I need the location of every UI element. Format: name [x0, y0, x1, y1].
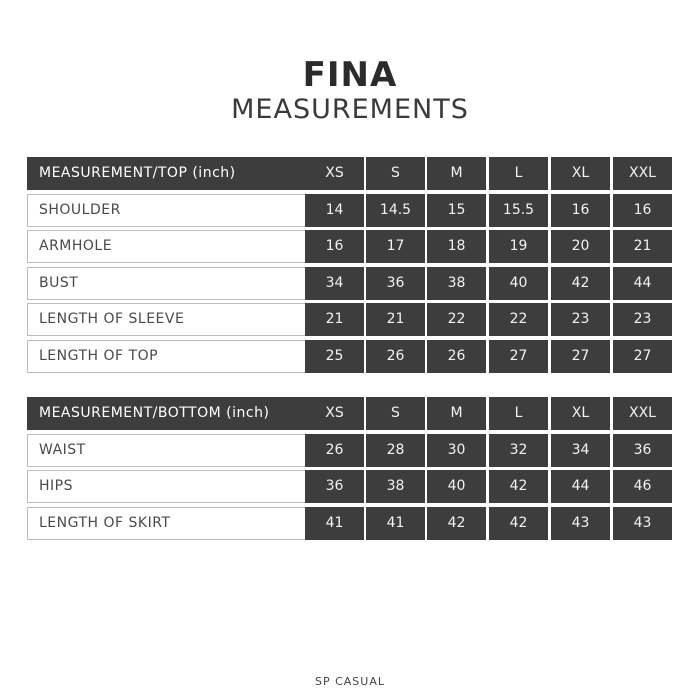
measurement-label: LENGTH OF TOP: [27, 340, 308, 373]
table-header-row: [27, 397, 675, 430]
measurement-value-cell: 43: [613, 507, 672, 540]
measurement-value-cell: 27: [551, 340, 610, 373]
brand-footer: SP CASUAL: [314, 675, 385, 688]
measurement-value-cell: 19: [489, 230, 548, 263]
size-header-cell: M: [427, 397, 486, 430]
table-row: [27, 194, 675, 227]
measurement-label: LENGTH OF SKIRT: [27, 507, 308, 540]
measurement-value-cell: 34: [305, 267, 364, 300]
measurement-value-cell: 15.5: [489, 194, 548, 227]
measurement-value-cell: 32: [489, 434, 548, 467]
measurement-value-cell: 25: [305, 340, 364, 373]
measurement-value-cell: 36: [305, 470, 364, 503]
measurement-value-cell: 27: [489, 340, 548, 373]
size-header-cell: XL: [551, 157, 610, 190]
measurement-value-cell: 16: [551, 194, 610, 227]
page-title: FINA: [302, 55, 398, 95]
measurement-value-cell: 42: [489, 507, 548, 540]
measurement-value-cell: 16: [613, 194, 672, 227]
measurement-value-cell: 21: [613, 230, 672, 263]
size-header-cell: L: [489, 397, 548, 430]
measurement-value-cell: 27: [613, 340, 672, 373]
measurement-label: HIPS: [27, 470, 308, 503]
measurement-value-cell: 22: [427, 303, 486, 336]
table-row: [27, 267, 675, 300]
measurement-value-cell: 34: [551, 434, 610, 467]
measurement-value-cell: 20: [551, 230, 610, 263]
measurement-label: SHOULDER: [27, 194, 308, 227]
table-row: [27, 230, 675, 263]
measurement-label: WAIST: [27, 434, 308, 467]
table-row: [27, 507, 675, 540]
measurement-value-cell: 22: [489, 303, 548, 336]
measurement-value-cell: 38: [366, 470, 425, 503]
measurement-value-cell: 26: [366, 340, 425, 373]
size-header-cell: XXL: [613, 157, 672, 190]
measurement-value-cell: 28: [366, 434, 425, 467]
table-header-label: MEASUREMENT/TOP (inch): [27, 157, 308, 190]
size-header-cell: L: [489, 157, 548, 190]
size-header-cell: S: [366, 157, 425, 190]
table-row: [27, 470, 675, 503]
measurement-value-cell: 14.5: [366, 194, 425, 227]
measurement-value-cell: 42: [551, 267, 610, 300]
measurement-value-cell: 14: [305, 194, 364, 227]
size-header-cell: M: [427, 157, 486, 190]
table-header-row: [27, 157, 675, 190]
measurement-value-cell: 17: [366, 230, 425, 263]
measurement-label: BUST: [27, 267, 308, 300]
measurement-value-cell: 41: [366, 507, 425, 540]
measurement-value-cell: 26: [427, 340, 486, 373]
measurement-value-cell: 41: [305, 507, 364, 540]
measurement-value-cell: 44: [613, 267, 672, 300]
measurement-value-cell: 36: [613, 434, 672, 467]
table-row: [27, 303, 675, 336]
measurement-value-cell: 36: [366, 267, 425, 300]
table-row: [27, 434, 675, 467]
measurement-value-cell: 23: [613, 303, 672, 336]
size-header-cell: XL: [551, 397, 610, 430]
size-header-cell: XS: [305, 157, 364, 190]
size-header-cell: XS: [305, 397, 364, 430]
measurement-value-cell: 23: [551, 303, 610, 336]
measurement-value-cell: 15: [427, 194, 486, 227]
measurement-value-cell: 21: [305, 303, 364, 336]
measurement-label: ARMHOLE: [27, 230, 308, 263]
measurement-value-cell: 43: [551, 507, 610, 540]
measurement-value-cell: 40: [427, 470, 486, 503]
measurement-value-cell: 16: [305, 230, 364, 263]
measurement-label: LENGTH OF SLEEVE: [27, 303, 308, 336]
table-row: [27, 340, 675, 373]
measurement-value-cell: 44: [551, 470, 610, 503]
measurement-value-cell: 26: [305, 434, 364, 467]
measurement-value-cell: 30: [427, 434, 486, 467]
measurement-value-cell: 21: [366, 303, 425, 336]
table-header-label: MEASUREMENT/BOTTOM (inch): [27, 397, 308, 430]
measurement-value-cell: 40: [489, 267, 548, 300]
page-subtitle: MEASUREMENTS: [231, 94, 469, 125]
size-header-cell: XXL: [613, 397, 672, 430]
size-header-cell: S: [366, 397, 425, 430]
measurement-value-cell: 46: [613, 470, 672, 503]
measurement-value-cell: 42: [427, 507, 486, 540]
measurement-value-cell: 38: [427, 267, 486, 300]
measurement-value-cell: 42: [489, 470, 548, 503]
measurement-value-cell: 18: [427, 230, 486, 263]
